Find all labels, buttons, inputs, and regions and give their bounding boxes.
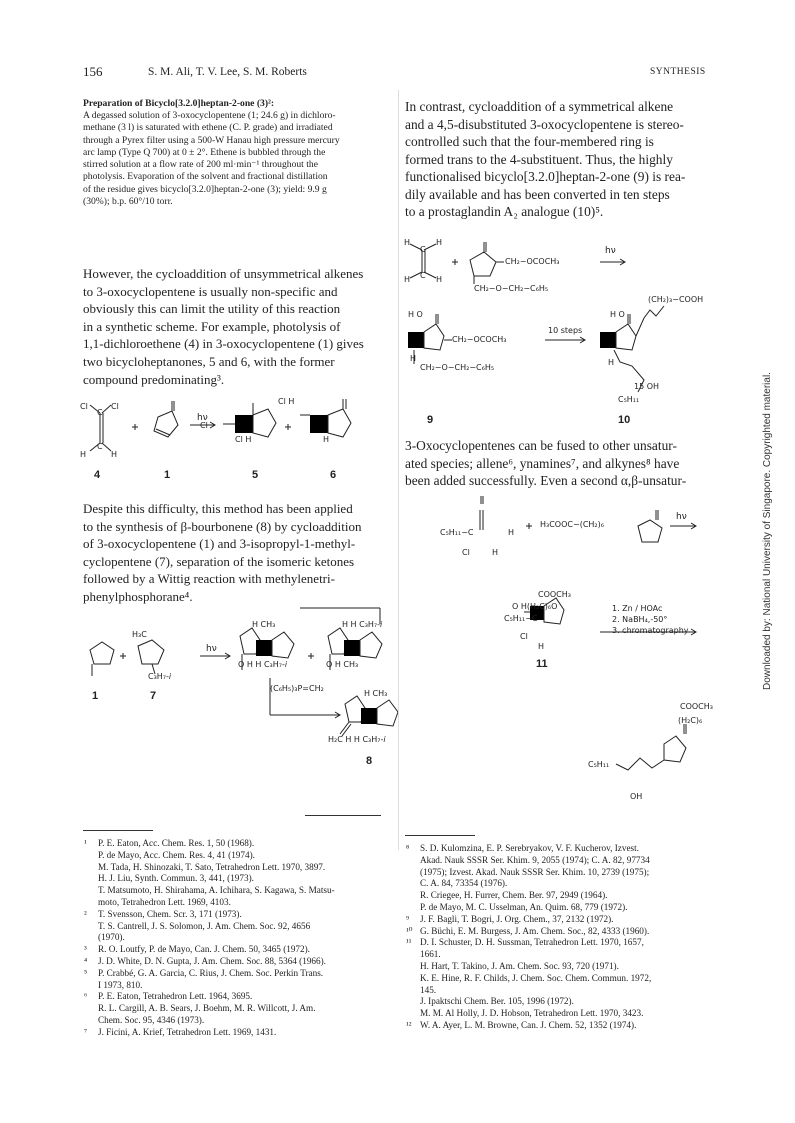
prep-text: [83, 110, 383, 208]
text-line: two bicycloheptanones, 5 and 6, with the former: [83, 353, 335, 369]
text-line: J. Ipaktschi Chem. Ber. 105, 1996 (1972).: [420, 996, 574, 1007]
reference-item: [84, 955, 393, 968]
compound-label-8: 8: [366, 755, 373, 767]
reference-number: ⁶: [84, 991, 88, 1002]
atom-label: C₅H₁₁: [588, 760, 610, 769]
reference-item: [84, 838, 393, 909]
reference-item: [406, 925, 715, 938]
compound-label-9: 9: [427, 414, 434, 426]
atom-label: H₂C H H C₃H₇-i: [328, 735, 386, 744]
reference-number: ⁴: [84, 955, 88, 966]
text-line: and a 4,5-disubstituted 3-oxocyclopentene is stereo-: [405, 116, 684, 132]
text-line: T. Matsumoto, H. Shirahama, A. Ichihara, S. Kagawa, S. Matsu-: [98, 885, 335, 896]
text-line: P. E. Eaton, Tetrahedron Lett. 1964, 3695.: [98, 991, 253, 1002]
right-paragraph-2: [405, 437, 715, 490]
text-line: dily available and has been converted in ten steps: [405, 186, 670, 202]
footnote-rule: [405, 835, 475, 836]
reference-item: [406, 843, 715, 914]
text-line: J. D. White, D. N. Gupta, J. Am. Chem. Soc. 88, 5364 (1966).: [98, 955, 326, 966]
atom-label: C: [420, 245, 426, 254]
atom-label: O H(H₂C)₆O: [512, 602, 558, 611]
journal-name: SYNTHESIS: [650, 67, 706, 77]
substituent-label: (CH₂)₃−COOH: [648, 295, 704, 304]
prep-title: Preparation of Bicyclo[3.2.0]heptan-2-one (3)²:: [83, 98, 275, 109]
text-line: However, the cycloaddition of unsymmetrical alkenes: [83, 266, 364, 281]
atom-label: Cl: [111, 402, 119, 411]
atom-label: H H C₃H₇-i: [342, 620, 383, 629]
reference-item: [84, 908, 393, 944]
text-line: stirred solution at a flow rate of 200 ml·min⁻¹ throughout the: [83, 159, 318, 171]
text-line: Akad. Nauk SSSR Ser. Khim. 9, 2055 (1974); C. A. 82, 97734: [420, 854, 650, 865]
text-line: T. S. Cantrell, J. S. Solomon, J. Am. Chem. Soc. 92, 4656: [98, 920, 311, 931]
atom-label: H CH₃: [364, 689, 388, 698]
text-line: Chem. Soc. 95, 4346 (1973).: [98, 1014, 205, 1025]
reference-number: ⁸: [406, 843, 410, 853]
text-line: to a prostaglandin A₂ analogue (10)⁵.: [405, 204, 604, 219]
text-line: In contrast, cycloaddition of a symmetrical alkene: [405, 99, 674, 114]
scheme-ynamine-adduct: [400, 490, 720, 810]
text-line: cyclopentene (7), separation of the isomeric ketones: [83, 553, 355, 569]
reference-item: [84, 967, 393, 992]
reference-item: [406, 913, 715, 926]
reference-number: ²: [84, 908, 87, 919]
text-line: Despite this difficulty, this method has been applied: [83, 501, 353, 516]
reference-item: [406, 937, 715, 1020]
atom-label: H: [436, 238, 443, 247]
atom-label: O H CH₃: [326, 660, 359, 669]
references-right: [406, 843, 715, 1032]
atom-label: C₃H₇-i: [148, 672, 172, 681]
atom-label: H: [80, 450, 87, 459]
text-line: photolysis. Evaporation of the solvent and fractional distillation: [83, 171, 328, 183]
text-line: J. F. Bagli, T. Bogri, J. Org. Chem., 37, 2132 (1972).: [420, 913, 614, 924]
divider: [305, 815, 381, 816]
text-line: P. E. Eaton, Acc. Chem. Res. 1, 50 (1968).: [98, 838, 255, 848]
text-line: methane (3 l) is saturated with ethene (C. P. grade) and irradiated: [83, 122, 333, 134]
text-line: (1970).: [98, 932, 125, 943]
atom-label: Cl H: [278, 397, 295, 406]
atom-label: H: [436, 275, 443, 284]
atom-label: C₅H₁₁: [618, 395, 640, 404]
compound-label-11: 11: [536, 658, 548, 670]
text-line: C. A. 84, 73354 (1976).: [420, 878, 508, 889]
reagent-label: H₃COOC−(CH₂)₆: [540, 520, 604, 529]
atom-label: OH: [630, 792, 643, 801]
atom-label: C₅H₁₁−C: [504, 614, 538, 623]
atom-label: H O: [610, 310, 625, 319]
scheme-dichloroethene: [80, 395, 380, 485]
text-line: A degassed solution of 3-oxocyclopentene (1; 24.6 g) in dichloro-: [83, 110, 336, 121]
reference-number: ⁷: [84, 1026, 88, 1037]
text-line: been added successfully. Even a second α,β-unsatur-: [405, 473, 687, 488]
right-paragraph-1: [405, 98, 715, 221]
text-line: ated species; allene⁶, ynamines⁷, and alkynes⁸ have: [405, 455, 680, 471]
scheme-4-structures: [400, 490, 720, 810]
text-line: H. J. Liu, Synth. Commun. 3, 441, (1973).: [98, 873, 254, 884]
text-line: 3-Oxocyclopentenes can be fused to other unsatur-: [405, 438, 677, 453]
text-line: T. Svensson, Chem. Scr. 3, 171 (1973).: [98, 908, 242, 919]
atom-label: H: [410, 354, 417, 363]
text-line: 145.: [420, 984, 437, 995]
substituent-label: CH₂−OCOCH₃: [505, 257, 560, 266]
text-line: functionalised bicyclo[3.2.0]heptan-2-one (9) is rea-: [405, 169, 686, 184]
text-line: compound predominating³.: [83, 371, 225, 387]
text-line: M. Tada, H. Shinozaki, T. Sato, Tetrahedron Lett. 1970, 3897.: [98, 861, 326, 872]
atom-label: (H₂C)₆: [678, 716, 703, 725]
reference-item: [84, 1026, 393, 1039]
text-line: (30%); b.p. 60°/10 torr.: [83, 196, 173, 208]
atom-label: H: [404, 275, 411, 284]
column-divider: [398, 90, 399, 850]
atom-label: H: [608, 358, 615, 367]
text-line: controlled such that the four-membered ring is: [405, 134, 654, 149]
atom-label: C: [97, 408, 103, 417]
text-line: to 3-oxocyclopentene is usually non-specific and: [83, 283, 338, 299]
atom-label: H₃C: [132, 630, 147, 639]
text-line: to the synthesis of β-bourbonene (8) by cycloaddition: [83, 518, 362, 534]
text-line: formed trans to the 4-substituent. Thus, the highly: [405, 151, 673, 167]
step-label: 2. NaBH₄,-50°: [612, 615, 668, 624]
scheme-bourbonene: [80, 600, 400, 800]
scheme-3-structures: [400, 240, 720, 430]
download-watermark: Downloaded by: National University of Singapore. Copyrighted material.: [762, 372, 773, 690]
references-left: [84, 838, 393, 1039]
atom-label: H: [111, 450, 118, 459]
reference-number: ¹¹: [406, 937, 412, 948]
hv-label: hν: [197, 413, 208, 423]
left-paragraph-2: [83, 500, 383, 606]
atom-label: C: [97, 442, 103, 451]
atom-label: H: [508, 528, 515, 537]
text-line: S. D. Kulomzina, E. P. Serebryakov, V. F. Kucherov, Izvest.: [420, 843, 639, 853]
text-line: through a Pyrex filter using a 500-W Hanau high pressure mercury: [83, 134, 340, 146]
wittig-reagent: (C₆H₅)₃P=CH₂: [270, 684, 324, 693]
text-line: P. de Mayo, Acc. Chem. Res. 4, 41 (1974).: [98, 849, 255, 860]
text-line: P. de Mayo, M. C. Usselman, An. Quim. 68, 779 (1972).: [420, 901, 628, 912]
compound-label-4: 4: [94, 469, 101, 481]
text-line: H. Hart, T. Takino, J. Am. Chem. Soc. 93, 720 (1971).: [420, 960, 619, 971]
text-line: R. Criegee, H. Furrer, Chem. Ber. 97, 2949 (1964).: [420, 890, 608, 901]
substituent-label: CH₂−OCOCH₃: [452, 335, 507, 344]
text-line: phenylphosphorane⁴.: [83, 588, 193, 604]
atom-label: H: [323, 435, 330, 444]
left-paragraph-1: [83, 265, 383, 388]
running-authors: S. M. Ali, T. V. Lee, S. M. Roberts: [148, 66, 307, 78]
atom-label: H: [492, 548, 499, 557]
atom-label: H: [404, 238, 411, 247]
atom-label: C: [420, 271, 426, 280]
atom-label: Cl: [200, 421, 208, 430]
reference-number: ⁵: [84, 967, 88, 978]
step-label: 3. chromatography: [612, 626, 689, 635]
text-line: of 3-oxocyclopentene (1) and 3-isopropyl-1-methyl-: [83, 536, 356, 552]
atom-label: Cl: [520, 632, 528, 641]
reference-number: ³: [84, 944, 87, 955]
text-line: R. L. Cargill, A. B. Sears, J. Boehm, M. R. Willcott, J. Am.: [98, 1003, 316, 1014]
hv-label: hν: [605, 246, 616, 256]
scheme-prostaglandin: [400, 240, 720, 430]
reference-number: ¹⁰: [406, 925, 413, 936]
reference-item: [84, 991, 393, 1026]
hv-label: hν: [206, 644, 217, 654]
text-line: in a synthetic scheme. For example, photolysis of: [83, 318, 341, 334]
text-line: D. I. Schuster, D. H. Sussman, Tetrahedron Lett. 1970, 1657,: [420, 937, 644, 948]
substituent-label: CH₂−O−CH₂−C₆H₅: [420, 363, 495, 372]
atom-label: H O: [408, 310, 423, 319]
atom-label: COOCH₃: [680, 702, 713, 711]
text-line: (1975); Izvest. Akad. Nauk SSSR Ser. Khim. 10, 2739 (1975);: [420, 866, 650, 877]
atom-label: C₅H₁₁−C: [440, 528, 474, 537]
text-line: K. E. Hine, R. F. Childs, J. Chem. Soc. Chem. Commun. 1972,: [420, 972, 652, 983]
atom-label: H CH₃: [252, 620, 276, 629]
substituent-label: CH₂−O−CH₂−C₆H₅: [474, 284, 549, 293]
compound-label-1: 1: [92, 690, 99, 702]
atom-label: COOCH₃: [538, 590, 571, 599]
text-line: followed by a Wittig reaction with methylenetri-: [83, 571, 335, 587]
text-line: of the residue gives bicyclo[3.2.0]heptan-2-one (3); yield: 9.9 g: [83, 183, 327, 195]
atom-label: Cl H: [235, 435, 252, 444]
text-line: P. Crabbé, G. A. Garcia, C. Rius, J. Chem. Soc. Perkin Trans.: [98, 967, 324, 978]
reference-item: [406, 1019, 715, 1032]
step-label: 1. Zn / HOAc: [612, 604, 663, 613]
page-number: 156: [83, 64, 103, 79]
hv-label: hν: [676, 512, 687, 522]
text-line: arc lamp (Type Q 700) at 0 ± 2°. Ethene is bubbled through the: [83, 146, 326, 158]
atom-label: Cl: [462, 548, 470, 557]
steps-label: 10 steps: [548, 326, 583, 335]
text-line: moto, Tetrahedron Lett. 1969, 4103.: [98, 896, 231, 907]
footnote-rule: [83, 830, 153, 831]
compound-label-7: 7: [150, 690, 157, 702]
compound-label-6: 6: [330, 469, 337, 481]
compound-label-5: 5: [252, 469, 259, 481]
compound-label-10: 10: [618, 414, 631, 426]
reference-number: ¹: [84, 838, 87, 848]
atom-label: O H H C₃H₇-i: [238, 660, 288, 669]
text-line: obviously this can limit the utility of this reaction: [83, 301, 341, 317]
reference-item: [84, 944, 393, 956]
reference-number: ¹²: [406, 1019, 412, 1030]
text-line: G. Büchi, E. M. Burgess, J. Am. Chem. Soc., 82, 4333 (1960).: [420, 925, 650, 936]
scheme-2-structures: [80, 600, 400, 800]
atom-label: 15 OH: [634, 382, 660, 391]
reference-number: ⁹: [406, 913, 410, 924]
atom-label: H: [538, 642, 545, 651]
text-line: 1,1-dichloroethene (4) in 3-oxocyclopentene (1) gives: [83, 336, 364, 352]
text-line: M. M. Al Holly, J. D. Hobson, Tetrahedron Lett. 1970, 3423.: [420, 1008, 644, 1019]
compound-label-1: 1: [164, 469, 171, 481]
text-line: R. O. Loutfy, P. de Mayo, Can. J. Chem. 50, 3465 (1972).: [98, 944, 310, 955]
text-line: W. A. Ayer, L. M. Browne, Can. J. Chem. 52, 1352 (1974).: [420, 1019, 637, 1030]
text-line: 1661.: [420, 949, 441, 960]
text-line: J. Ficini, A. Krief, Tetrahedron Lett. 1969, 1431.: [98, 1026, 277, 1037]
text-line: I 1973, 810.: [98, 979, 143, 990]
atom-label: Cl: [80, 402, 88, 411]
